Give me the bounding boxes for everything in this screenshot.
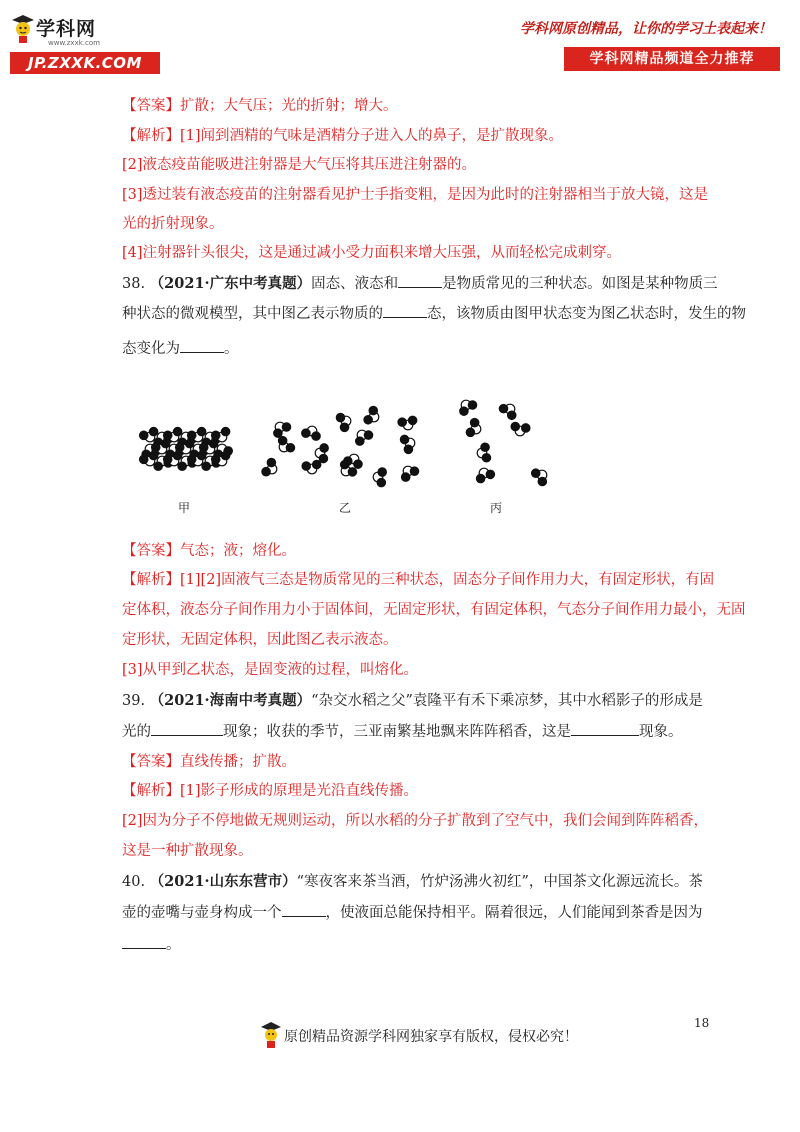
q37-analysis-4: [4]注射器针头很尖，这是通过减小受力面积来增大压强，从而轻松完成刺穿。	[122, 245, 622, 261]
q40-text: 壶的壶嘴与壶身构成一个	[122, 905, 282, 921]
q38-analysis-4: [3]从甲到乙状态，是固变液的过程，叫熔化。	[122, 662, 419, 678]
q40-text: 。	[166, 937, 181, 953]
gas-molecule	[476, 468, 494, 483]
liquid-molecule	[274, 422, 291, 437]
label-yi: 乙	[339, 501, 352, 515]
q39-text: “杂交水稻之父”袁隆平有禾下乘凉梦，其中水稻影子的形成是	[311, 693, 703, 709]
q37-analysis-2: [2]液态疫苗能吸进注射器是大气压将其压进注射器的。	[122, 157, 477, 173]
q38-text: 是物质常见的三种状态。如图是某种物质三	[442, 276, 718, 292]
gas-molecule	[532, 469, 547, 486]
q38-source: （2021·广东中考真题）	[149, 275, 312, 292]
liquid-molecule	[262, 458, 277, 476]
q40-text: “寒夜客来茶当酒，竹炉汤沸火初红”，中国茶文化源远流长。茶	[296, 874, 703, 890]
liquid-molecule	[336, 413, 351, 431]
liquid-molecule	[302, 460, 321, 474]
gas-molecule	[511, 422, 530, 435]
q37-analysis-3-cont: 光的折射现象。	[122, 216, 224, 232]
states-of-matter-figure	[132, 395, 572, 520]
q39-text: 现象。	[639, 724, 683, 740]
liquid-molecule	[398, 416, 417, 430]
q39-answer: 【答案】直线传播；扩散。	[122, 754, 296, 770]
q38-line-2	[122, 303, 746, 324]
q39-number: 39.	[122, 693, 146, 709]
q37-analysis-3: [3]透过装有液态疫苗的注射器看见护士手指变粗，是因为此时的注射器相当于放大镜，这是	[122, 187, 709, 203]
q38-line-1	[122, 273, 718, 294]
q38-blank-3[interactable]	[180, 338, 224, 353]
logo-url: www.zxxk.com	[48, 39, 100, 47]
liquid-molecule	[278, 436, 294, 452]
q39-analysis-2: [2]因为分子不停地做无规则运动，所以水稻的分子扩散到了空气中，我们会闻到阵阵稻香，	[122, 813, 709, 829]
gas-molecule	[460, 400, 477, 415]
q39-analysis-1: 【解析】[1]影子形成的原理是光沿直线传播。	[122, 783, 419, 799]
mascot-icon	[10, 12, 36, 44]
q40-number: 40.	[122, 874, 146, 890]
logo-domain-badge: JP.ZXXK.COM	[10, 52, 160, 74]
q39-analysis-3: 这是一种扩散现象。	[122, 843, 253, 859]
q39-line-1	[122, 691, 703, 711]
q37-answer: 【答案】扩散；大气压；光的折射；增大。	[122, 98, 398, 114]
q38-line-3	[122, 338, 239, 359]
q38-text: 态，该物质由图甲状态变为图乙状态时，发生的物	[427, 306, 746, 322]
q38-analysis-3: 定形状，无固定体积，因此图乙表示液态。	[122, 632, 398, 648]
q38-blank-1[interactable]	[398, 273, 442, 288]
site-logo[interactable]	[10, 12, 160, 74]
q38-answer: 【答案】气态；液；熔化。	[122, 543, 296, 559]
q39-text: 光的	[122, 724, 151, 740]
page-number: 18	[694, 1016, 710, 1030]
q40-source: （2021·山东东营市）	[149, 873, 297, 890]
q39-text: 现象；收获的季节，三亚南繁基地飘来阵阵稻香，这是	[223, 724, 571, 740]
q40-line-3	[122, 934, 181, 955]
label-jia: 甲	[178, 501, 191, 515]
copyright-notice: 原创精品资源学科网独家享有版权，侵权必究！	[284, 1029, 578, 1045]
q38-text: 固态、液态和	[311, 276, 399, 292]
q40-line-2	[122, 902, 703, 923]
solid-molecules	[140, 427, 233, 470]
q40-line-1	[122, 872, 703, 892]
gas-molecule	[466, 418, 481, 436]
q39-blank-2[interactable]	[571, 721, 639, 736]
liquid-molecule	[364, 406, 379, 424]
q38-text: 态变化为	[122, 341, 180, 357]
liquid-molecules	[262, 406, 419, 486]
gas-molecule	[499, 404, 516, 419]
q39-line-2	[122, 721, 683, 742]
q38-text: 种状态的微观模型，其中图乙表示物质的	[122, 306, 383, 322]
channel-banner[interactable]: 学科网精品频道全力推荐	[564, 47, 780, 71]
gas-molecule	[477, 443, 490, 462]
q39-blank-1[interactable]	[151, 721, 223, 736]
liquid-molecule	[373, 468, 386, 487]
logo-title: 学科网	[36, 18, 97, 40]
q40-blank-1[interactable]	[282, 902, 326, 917]
q38-number: 38.	[122, 276, 146, 292]
q38-analysis-1: 【解析】[1][2]固液气三态是物质常见的三种状态，固态分子间作用力大，有固定形状，有固	[122, 572, 715, 588]
liquid-molecule	[356, 430, 373, 445]
liquid-molecule	[400, 435, 414, 453]
molecule-diagram	[132, 395, 572, 495]
liquid-molecule	[401, 466, 418, 481]
q40-blank-2[interactable]	[122, 934, 166, 949]
gas-molecules	[460, 400, 547, 485]
q38-analysis-2: 定体积，液态分子间作用力小于固体间，无固定形状，有固定体积，气态分子间作用力最小，无固	[122, 602, 746, 618]
q39-source: （2021·海南中考真题）	[149, 692, 312, 709]
liquid-molecule	[302, 426, 321, 440]
label-bing: 丙	[490, 501, 503, 515]
header-slogan: 学科网原创精品，让你的学习土表起来！	[520, 21, 772, 37]
q38-blank-2[interactable]	[383, 303, 427, 318]
q40-text: ，使液面总能保持相平。隔着很远，人们能闻到茶香是因为	[325, 905, 703, 921]
mascot-icon	[260, 1020, 282, 1050]
q37-analysis-1: 【解析】[1]闻到酒精的气味是酒精分子进入人的鼻子，是扩散现象。	[122, 128, 564, 144]
q38-text: 。	[224, 341, 239, 357]
